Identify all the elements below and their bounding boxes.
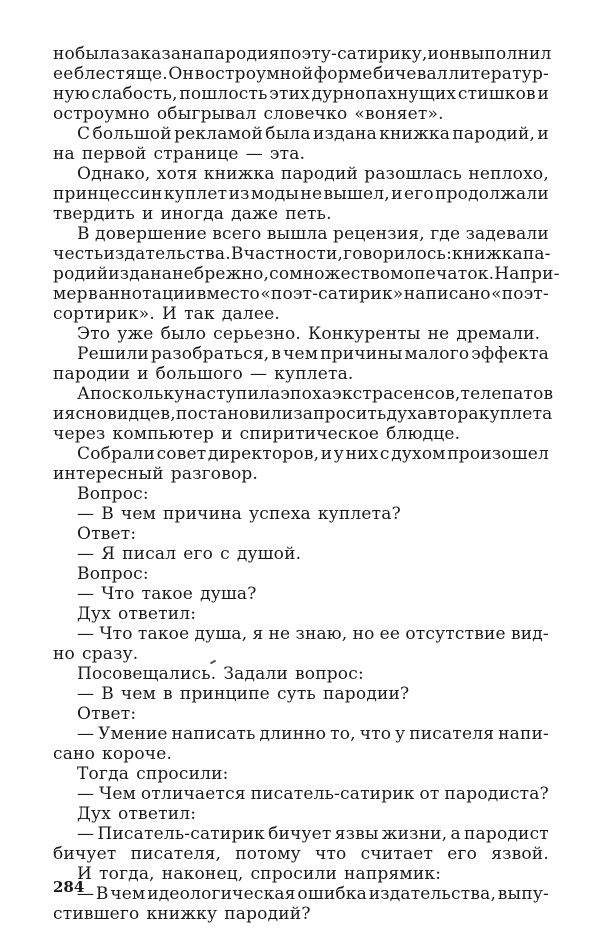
word: — xyxy=(77,544,95,564)
word: что xyxy=(315,844,347,864)
word: уже xyxy=(117,324,154,344)
word: причина xyxy=(163,504,243,524)
word: честь xyxy=(53,244,104,264)
word: чем xyxy=(110,884,146,904)
word: короче. xyxy=(102,744,173,764)
word: и xyxy=(137,364,149,384)
word: успеха xyxy=(249,504,311,524)
word: Дух xyxy=(77,604,112,624)
word: мер xyxy=(53,284,88,304)
text-line xyxy=(53,604,549,624)
word: спросили xyxy=(250,864,338,884)
word: жизни, xyxy=(381,824,448,844)
text-line xyxy=(53,204,549,224)
text-line xyxy=(53,704,549,724)
text-line xyxy=(53,104,549,124)
word: Однако, xyxy=(77,164,151,184)
word: даже xyxy=(231,204,279,224)
word: длинно xyxy=(259,724,327,744)
word: А xyxy=(77,384,91,404)
word: Вопрос: xyxy=(77,564,149,584)
word: опечаток. xyxy=(403,264,495,284)
word: пародия xyxy=(203,44,280,64)
word: куплета xyxy=(478,404,553,424)
word: идеологическая xyxy=(147,884,296,904)
word: так xyxy=(184,304,215,324)
word: книжка xyxy=(452,244,523,264)
word: чем xyxy=(120,504,157,524)
text-line xyxy=(53,844,549,864)
text-line xyxy=(53,644,549,664)
word: ее xyxy=(53,64,74,84)
word: Умение xyxy=(98,724,168,744)
word: Это xyxy=(77,324,111,344)
word: слабость, xyxy=(91,84,178,104)
word: Ответ: xyxy=(77,524,137,544)
word: душа, xyxy=(194,624,248,644)
word: сразу. xyxy=(81,644,139,664)
word: хотя xyxy=(156,164,198,184)
text-line xyxy=(53,264,560,284)
word: книжка xyxy=(379,124,451,144)
word: пародии xyxy=(53,364,131,384)
word: книжку xyxy=(146,904,218,924)
word: — xyxy=(249,364,268,384)
word: — xyxy=(77,504,95,524)
word: написать xyxy=(171,724,256,744)
word: такое xyxy=(137,624,190,644)
word: причины xyxy=(320,344,403,364)
word: я xyxy=(252,624,264,644)
text-line xyxy=(53,144,549,164)
word: душа? xyxy=(200,584,257,604)
word: у xyxy=(333,444,344,464)
word: Задали xyxy=(223,664,288,684)
word: писатель-сатирик xyxy=(250,784,415,804)
word: Писатель-сатирик xyxy=(97,824,265,844)
text-line xyxy=(53,884,549,904)
word: директоров, xyxy=(207,444,320,464)
word: Дух xyxy=(77,804,112,824)
word: разговор. xyxy=(170,464,259,484)
text-line xyxy=(53,124,549,144)
word: в xyxy=(163,684,173,704)
word: в xyxy=(271,344,282,364)
word: вид- xyxy=(510,624,549,644)
text-line xyxy=(53,304,549,324)
word: — xyxy=(245,144,263,164)
word: разошлась xyxy=(364,164,463,184)
word: В xyxy=(95,884,109,904)
text-line xyxy=(53,804,549,824)
word: и xyxy=(391,184,403,204)
word: была xyxy=(265,124,311,144)
text-line xyxy=(53,824,549,844)
word: запросить xyxy=(293,404,387,424)
word: поскольку xyxy=(90,384,185,404)
word: но xyxy=(53,644,75,664)
word: ее xyxy=(379,624,401,644)
word: Он xyxy=(168,64,195,84)
word: «воняет». xyxy=(354,104,444,124)
word: куплета. xyxy=(274,364,354,384)
word: считает xyxy=(360,844,434,864)
word: спросили: xyxy=(136,764,229,784)
word: Что xyxy=(101,584,135,604)
word: его xyxy=(183,544,214,564)
text-line xyxy=(53,544,549,564)
word: большой xyxy=(92,124,172,144)
word: обыгрывал xyxy=(156,104,257,124)
text-line xyxy=(53,624,549,644)
text-line xyxy=(53,584,549,604)
word: пародий? xyxy=(224,904,311,924)
word: пародий xyxy=(280,164,359,184)
word: куплета? xyxy=(317,504,401,524)
word: стившего xyxy=(53,904,140,924)
page-number: 284 xyxy=(53,878,85,896)
word: выполнил xyxy=(461,44,552,64)
text-line xyxy=(53,464,549,484)
text-line xyxy=(53,424,549,444)
word: продолжали xyxy=(435,184,549,204)
word: вышел, xyxy=(323,184,390,204)
word: Я xyxy=(101,544,116,564)
word: бичует xyxy=(268,824,332,844)
word: рекламой xyxy=(174,124,263,144)
word: издательства, xyxy=(368,884,497,904)
text-line xyxy=(53,744,549,764)
word: множеством xyxy=(289,264,404,284)
text-line xyxy=(53,724,549,744)
word: Тогда xyxy=(77,764,130,784)
text-line xyxy=(53,64,549,84)
word: чем xyxy=(120,684,157,704)
word: ясновидцев, xyxy=(64,404,176,424)
word: эффекта xyxy=(471,344,549,364)
word: потому xyxy=(235,844,301,864)
text-line xyxy=(53,664,549,684)
word: на xyxy=(53,144,75,164)
word: моды xyxy=(250,184,300,204)
word: небрежно, xyxy=(172,264,270,284)
word: Напри- xyxy=(494,264,560,284)
word: петь. xyxy=(285,204,332,224)
word: — xyxy=(77,724,95,744)
word: В xyxy=(77,224,90,244)
word: куплет xyxy=(163,184,228,204)
word: Ответ: xyxy=(77,704,137,724)
word: дух xyxy=(386,404,418,424)
word: большого xyxy=(155,364,243,384)
text-line xyxy=(53,444,549,464)
word: серьезно. xyxy=(213,324,301,344)
word: с xyxy=(379,444,390,464)
word: твердить xyxy=(53,204,135,224)
text-line xyxy=(53,324,549,344)
word: а xyxy=(450,824,461,844)
word: душой. xyxy=(236,544,302,564)
word: была xyxy=(74,44,121,64)
word: но xyxy=(53,44,75,64)
word: он xyxy=(439,44,461,64)
word: бичевал xyxy=(373,64,448,84)
word: интересный xyxy=(53,464,164,484)
word: и xyxy=(141,204,154,224)
word: пародист xyxy=(464,824,549,844)
text-line xyxy=(53,344,549,364)
word: В xyxy=(101,504,114,524)
word: — xyxy=(77,684,95,704)
word: со xyxy=(269,264,290,284)
word: «поэт- xyxy=(491,284,549,304)
word: дурнопахнущих xyxy=(311,84,457,104)
word: издана xyxy=(313,124,377,144)
word: из xyxy=(228,184,250,204)
word: и xyxy=(537,84,549,104)
text-line xyxy=(53,384,554,404)
word: его xyxy=(447,844,478,864)
word: заказана xyxy=(120,44,204,64)
word: И xyxy=(162,304,178,324)
word: где xyxy=(430,224,461,244)
word: телепатов xyxy=(460,384,554,404)
word: И xyxy=(77,864,93,884)
text-line xyxy=(53,684,549,704)
word: В xyxy=(101,684,114,704)
word: форме xyxy=(313,64,373,84)
word: — xyxy=(77,584,95,604)
word: Что xyxy=(99,624,133,644)
word: остроумно xyxy=(53,104,150,124)
word: совет xyxy=(156,444,207,464)
word: писал xyxy=(122,544,177,564)
word: Посовещались. xyxy=(77,664,217,684)
word: остроумной xyxy=(204,64,314,84)
word: и xyxy=(537,124,549,144)
word: пародий, xyxy=(452,124,536,144)
word: задевали xyxy=(465,224,549,244)
word: но xyxy=(352,624,375,644)
word: не xyxy=(427,324,450,344)
word: вместо xyxy=(196,284,260,304)
text-line xyxy=(53,84,549,104)
word: в xyxy=(194,64,205,84)
word: язвы xyxy=(334,824,379,844)
word: всего xyxy=(212,224,262,244)
text-line xyxy=(53,484,549,504)
word: стишков xyxy=(457,84,536,104)
word: и xyxy=(221,424,233,444)
word: — xyxy=(77,784,95,804)
text-line xyxy=(53,784,549,804)
word: суть xyxy=(276,684,316,704)
text-line xyxy=(53,284,549,304)
word: них xyxy=(345,444,379,464)
word: частности, xyxy=(243,244,344,264)
word: автора xyxy=(417,404,479,424)
text-line xyxy=(53,504,549,524)
word: В xyxy=(230,244,244,264)
word: экстрасенсов, xyxy=(332,384,461,404)
word: пошлость xyxy=(179,84,268,104)
word: эта. xyxy=(269,144,306,164)
word: родий xyxy=(53,264,109,284)
word: С xyxy=(77,124,91,144)
word: у xyxy=(395,724,406,744)
word: пародии? xyxy=(322,684,410,704)
word: в xyxy=(88,284,98,304)
word: тогда, xyxy=(99,864,155,884)
word: издана xyxy=(108,264,173,284)
word: язвой. xyxy=(491,844,549,864)
text-line xyxy=(53,164,549,184)
text-line xyxy=(53,564,549,584)
text-line xyxy=(53,44,552,64)
word: писателя, xyxy=(130,844,222,864)
word: его xyxy=(403,184,434,204)
word: Вопрос: xyxy=(77,484,149,504)
word: па- xyxy=(522,244,551,264)
word: Решили xyxy=(77,344,149,364)
word: выпу- xyxy=(497,884,549,904)
word: принципе xyxy=(179,684,270,704)
word: ошибка xyxy=(297,884,367,904)
word: вопрос: xyxy=(294,664,364,684)
word: такое xyxy=(141,584,194,604)
word: чем xyxy=(283,344,319,364)
text-line xyxy=(53,904,549,924)
text-line xyxy=(53,184,549,204)
word: от xyxy=(419,784,440,804)
word: что xyxy=(359,724,392,744)
page-body xyxy=(53,44,560,924)
word: — xyxy=(77,884,95,904)
word: Собрали xyxy=(77,444,156,464)
word: спиритическое xyxy=(239,424,380,444)
word: писателя xyxy=(409,724,495,744)
word: Конкуренты xyxy=(308,324,421,344)
word: Чем xyxy=(99,784,137,804)
word: словечко xyxy=(263,104,348,124)
word: — xyxy=(77,624,95,644)
text-line xyxy=(53,764,549,784)
word: первой xyxy=(81,144,147,164)
text-line xyxy=(53,404,553,424)
word: эпоха xyxy=(280,384,333,404)
word: издательства. xyxy=(103,244,231,264)
word: довершение xyxy=(95,224,207,244)
word: духом xyxy=(391,444,446,464)
word: принцессин xyxy=(53,184,163,204)
word: и xyxy=(427,44,440,64)
word: аннотации xyxy=(98,284,197,304)
word: бичует xyxy=(53,844,117,864)
word: компьютер xyxy=(112,424,215,444)
word: книжка xyxy=(203,164,275,184)
word: неплохо, xyxy=(468,164,549,184)
word: знаю, xyxy=(295,624,348,644)
word: литератур- xyxy=(448,64,549,84)
text-line xyxy=(53,364,549,384)
word: блюдце. xyxy=(386,424,461,444)
text-line xyxy=(53,864,549,884)
word: написано xyxy=(403,284,491,304)
word: странице xyxy=(153,144,239,164)
word: сортирик». xyxy=(53,304,156,324)
word: через xyxy=(53,424,106,444)
word: иногда xyxy=(160,204,225,224)
word: пародиста? xyxy=(444,784,549,804)
word: не xyxy=(300,184,323,204)
word: то, xyxy=(330,724,356,744)
text-line xyxy=(53,224,549,244)
word: поэту-сатирику, xyxy=(279,44,428,64)
word: с xyxy=(220,544,230,564)
word: «поэт-сатирик» xyxy=(260,284,404,304)
word: наконец, xyxy=(161,864,244,884)
word: постановили xyxy=(175,404,294,424)
word: отличается xyxy=(140,784,246,804)
word: ответил: xyxy=(118,804,197,824)
word: блестяще. xyxy=(74,64,168,84)
word: рецензия, xyxy=(333,224,425,244)
word: не xyxy=(268,624,291,644)
word: напи- xyxy=(498,724,549,744)
word: говорилось: xyxy=(343,244,452,264)
word: далее. xyxy=(221,304,280,324)
word: — xyxy=(77,824,95,844)
word: напрямик: xyxy=(344,864,442,884)
word: сано xyxy=(53,744,96,764)
word: наступила xyxy=(184,384,281,404)
word: было xyxy=(160,324,207,344)
word: малого xyxy=(404,344,470,364)
word: ответил: xyxy=(118,604,197,624)
word: и xyxy=(53,404,65,424)
word: ную xyxy=(53,84,90,104)
word: дремали. xyxy=(456,324,541,344)
word: и xyxy=(320,444,333,464)
text-line xyxy=(53,244,549,264)
word: отсутствие xyxy=(405,624,506,644)
text-line xyxy=(53,524,549,544)
word: вышла xyxy=(266,224,328,244)
word: этих xyxy=(269,84,310,104)
word: разобраться, xyxy=(150,344,270,364)
word: произошел xyxy=(447,444,549,464)
